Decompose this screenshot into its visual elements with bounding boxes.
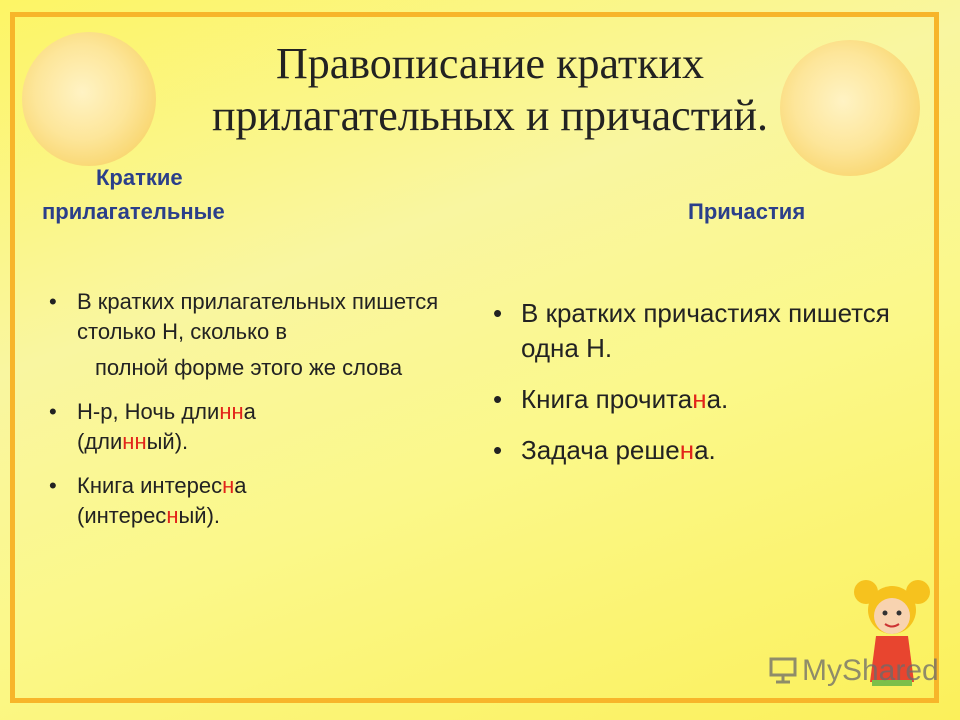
left-column-heading bbox=[42, 161, 342, 229]
bullet: • bbox=[493, 298, 503, 328]
watermark-text: MyShared bbox=[802, 654, 939, 687]
bullet: • bbox=[493, 435, 503, 465]
participles-list bbox=[489, 296, 919, 484]
example-text: Книга интересна (интересный). bbox=[77, 473, 247, 528]
highlighted-letters: н bbox=[679, 435, 695, 465]
right-column-heading: Причастия bbox=[688, 199, 806, 224]
highlighted-letters: н bbox=[166, 503, 179, 528]
adjectives-list bbox=[45, 287, 475, 545]
list-item bbox=[489, 382, 919, 417]
highlighted-letters: нн bbox=[122, 429, 147, 454]
example-text: Задача решена. bbox=[521, 435, 716, 465]
highlighted-letters: н bbox=[692, 384, 707, 414]
list-item bbox=[489, 296, 919, 366]
example-text: Книга прочитана. bbox=[521, 384, 729, 414]
example-text: Н-р, Ночь длинна (длинный). bbox=[77, 399, 256, 454]
list-item bbox=[45, 287, 475, 347]
left-heading-line-1: Краткие bbox=[96, 165, 183, 190]
rule-text: В кратких прилагательных пишется столько Н, сколько в bbox=[77, 289, 439, 344]
title-line-2: прилагательных и причастий. bbox=[211, 91, 769, 140]
presentation-icon bbox=[768, 656, 798, 684]
slide-title bbox=[100, 38, 880, 142]
rule-text: В кратких причастиях пишется одна Н. bbox=[521, 298, 890, 363]
highlighted-letters: н bbox=[222, 473, 235, 498]
bullet: • bbox=[493, 384, 503, 414]
bullet: • bbox=[49, 399, 57, 424]
bullet: • bbox=[49, 473, 57, 498]
left-heading-line-2: прилагательные bbox=[42, 199, 225, 224]
list-item-continuation bbox=[45, 353, 475, 383]
rule-text-continued: полной форме этого же слова bbox=[95, 355, 403, 380]
bullet: • bbox=[49, 289, 57, 314]
highlighted-letters: нн bbox=[219, 399, 244, 424]
watermark bbox=[768, 654, 939, 688]
title-line-1: Правописание кратких bbox=[275, 39, 704, 88]
list-item bbox=[45, 397, 475, 457]
list-item bbox=[45, 471, 475, 531]
list-item bbox=[489, 433, 919, 468]
